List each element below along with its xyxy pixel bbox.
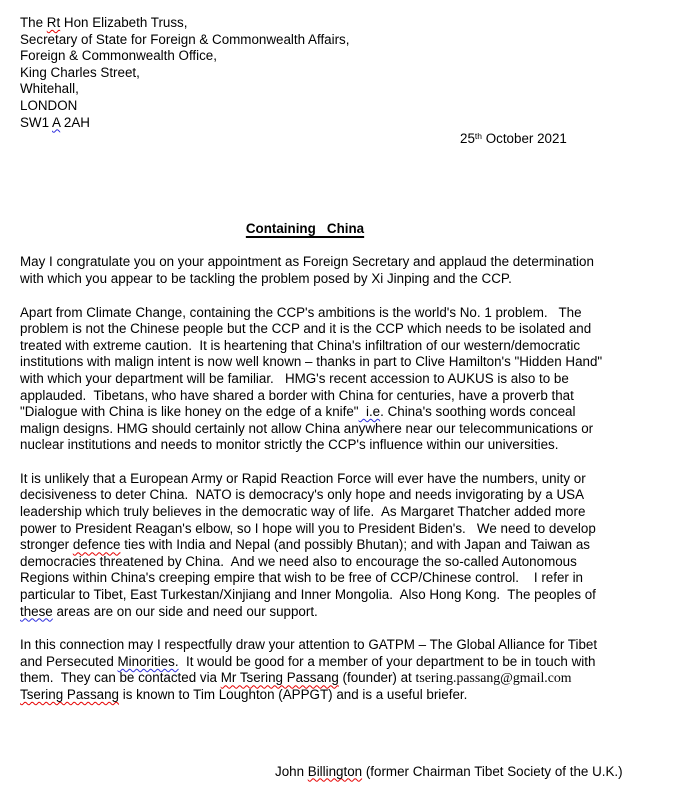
text-line [20,487,691,504]
grammar-flagged-text: these [20,603,53,619]
text-segment: It is unlikely that a European Army or Rapid Reaction Force will ever have the numbers, unity or [20,470,586,486]
text-segment: ties with India and Nepal (and possibly Bhutan); and with Japan and Taiwan as [120,537,590,553]
text-line [20,65,691,82]
text-segment: 25 [460,131,475,147]
text-segment: LONDON [20,97,78,113]
spellcheck-flagged-text: Rt [46,15,61,30]
text-segment: Hon Elizabeth Truss, [60,15,188,30]
text-line [20,587,691,604]
text-line [275,764,691,781]
text-segment: them. They can be contacted via [20,670,221,686]
text-segment: nuclear institutions and needs to monitor strictly the CCP's influence within our universities. [20,437,559,453]
text-segment: 2AH [60,114,90,130]
letter-title: Containing China [245,220,365,236]
grammar-flagged-text: A [52,114,61,130]
recipient-address [20,15,691,131]
text-segment: King Charles Street, [20,64,140,80]
text-segment: It would be good for a member of your department to be in touch with [178,653,596,669]
text-segment: (former Chairman Tibet Society of the U.K.) [362,763,623,779]
text-line [20,404,691,421]
text-line [20,321,691,338]
grammar-flagged-text: Minorities. [117,653,179,669]
text-segment: May I congratulate you on your appointment as Foreign Secretary and applaud the determination [20,254,594,270]
text-line [20,471,691,488]
text-line [20,504,691,521]
text-line [20,98,691,115]
grammar-flagged-text: i.e [358,404,381,420]
text-line [20,670,691,687]
text-line [20,521,691,538]
text-line [20,388,691,405]
text-line [20,254,691,271]
spellcheck-flagged-text: defence [72,537,121,553]
text-segment: Whitehall, [20,81,79,97]
text-segment: institutions with malign intent is now well known – thanks in part to Clive Hamilton's "Hidden Hand" [20,354,603,370]
text-segment: Regions within China's creeping empire that wish to be free of CCP/Chinese control. I refer in [20,570,584,586]
text-line [20,371,691,388]
text-segment: In this connection may I respectfully draw your attention to GATPM – The Global Alliance for Tibet [20,637,598,653]
text-segment: democracies threatened by China. And we need also to encourage the so-called Autonomous [20,553,577,569]
text-segment: with which your department will be familiar. HMG's recent accession to AUKUS is also to be [20,370,569,386]
text-segment: SW1 [20,114,52,130]
text-segment: and Persecuted [20,653,118,669]
text-segment: applauded. Tibetans, who have shared a border with China for centuries, have a proverb that [20,387,574,403]
text-segment: October 2021 [482,131,567,147]
paragraph-congratulations [20,254,691,287]
text-segment: with which you appear to be tackling the problem posed by Xi Jinping and the CCP. [20,270,512,286]
text-segment: particular to Tibet, East Turkestan/Xinjiang and Inner Mongolia. Also Hong Kong. The peoples of [20,587,596,603]
paragraph-nato-allies [20,471,691,620]
text-segment: is known to Tim Loughton (APPGT) and is a useful briefer. [119,687,468,702]
text-line [20,604,691,621]
spellcheck-flagged-text: Tsering Passang [20,687,119,702]
text-segment: areas are on our side and need our support. [52,603,318,619]
text-line [20,537,691,554]
text-line [20,15,691,32]
text-segment: problem is not the Chinese people but the CCP and it is the CCP which needs to be isolated and [20,321,592,337]
text-line [20,421,691,438]
text-line [20,554,691,571]
spellcheck-flagged-text: Billington [307,763,363,779]
text-line [20,305,691,322]
text-line [20,32,691,49]
text-segment: John [275,763,308,779]
text-line [20,654,691,671]
text-line [20,437,691,454]
text-segment: leadership which truly believes in the democratic way of life. As Margaret Thatcher added more [20,504,586,520]
text-segment: The [20,15,47,30]
text-line [20,570,691,587]
text-segment: . China's soothing words conceal [380,404,576,420]
text-segment: (founder) at [338,670,416,686]
signature-line [20,764,691,781]
text-segment: Apart from Climate Change, containing the CCP's ambitions is the world's No. 1 problem. The [20,304,582,320]
spellcheck-flagged-text: Mr Tsering Passang [220,670,339,686]
superscript-text: th [474,130,482,141]
letter-date [20,131,691,149]
text-line [20,637,691,654]
text-segment: malign designs. HMG should certainly not allow China anywhere near our telecommunications or [20,420,594,436]
text-segment: stronger [20,537,73,553]
text-line [460,131,691,149]
text-segment: power to President Reagan's elbow, so I hope will you to President Biden's. We need to develop [20,520,596,536]
text-line [20,115,691,132]
paragraph-ccp-problem [20,305,691,454]
text-line [20,271,691,288]
text-segment: Foreign & Commonwealth Office, [20,48,217,64]
paragraph-gatpm-contact [20,637,691,703]
text-line [20,354,691,371]
text-line [20,687,691,704]
text-line [20,81,691,98]
text-line [20,338,691,355]
text-segment: treated with extreme caution. It is heartening that China's infiltration of our western/democratic [20,337,581,353]
text-segment: decisiveness to deter China. NATO is democracy's only hope and needs invigorating by a USA [20,487,585,503]
text-segment: "Dialogue with China is like honey on the edge of a knife" [20,404,359,420]
text-line [20,48,691,65]
text-segment: Secretary of State for Foreign & Commonwealth Affairs, [20,31,350,47]
email-address-text: tsering.passang@gmail.com [415,670,572,686]
